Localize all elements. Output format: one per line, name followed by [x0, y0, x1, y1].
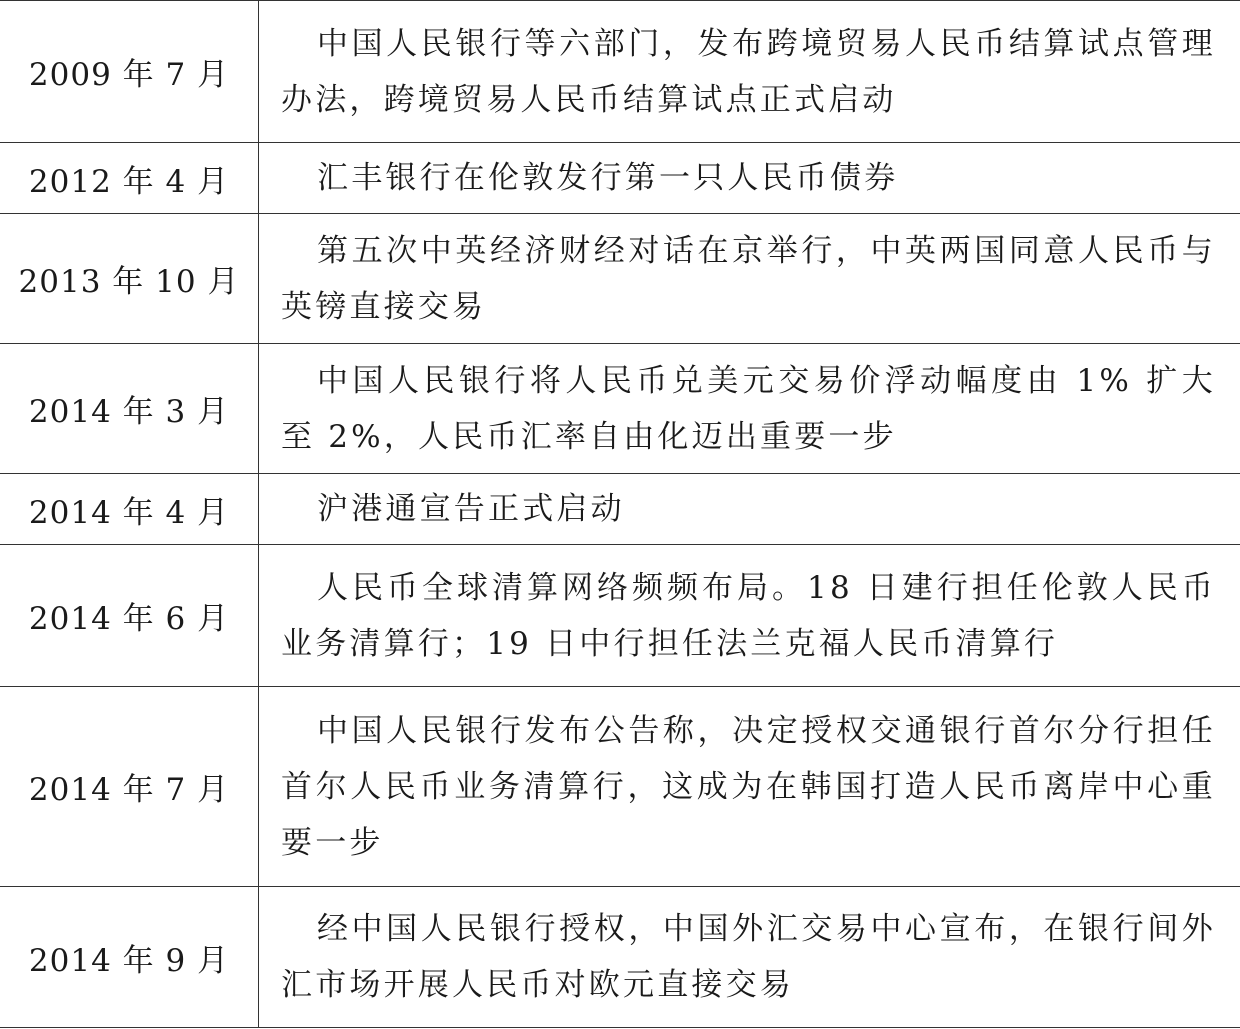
date-cell: 2014 年 3 月 — [0, 344, 259, 474]
date-cell: 2009 年 7 月 — [0, 1, 259, 143]
table-row — [0, 545, 1240, 687]
table-row — [0, 1, 1240, 143]
event-cell: 中国人民银行将人民币兑美元交易价浮动幅度由 1% 扩大至 2%，人民币汇率自由化迈出重要一步 — [259, 344, 1240, 474]
date-cell: 2014 年 6 月 — [0, 545, 259, 687]
date-cell: 2014 年 9 月 — [0, 887, 259, 1028]
table-row — [0, 344, 1240, 474]
date-cell: 2012 年 4 月 — [0, 143, 259, 214]
event-cell: 第五次中英经济财经对话在京举行，中英两国同意人民币与英镑直接交易 — [259, 214, 1240, 344]
table-row — [0, 687, 1240, 887]
table-row — [0, 474, 1240, 545]
table-row — [0, 887, 1240, 1028]
date-cell: 2014 年 7 月 — [0, 687, 259, 887]
table-row — [0, 143, 1240, 214]
table-row — [0, 214, 1240, 344]
date-cell: 2013 年 10 月 — [0, 214, 259, 344]
event-cell: 中国人民银行等六部门，发布跨境贸易人民币结算试点管理办法，跨境贸易人民币结算试点正式启动 — [259, 1, 1240, 143]
date-cell: 2014 年 4 月 — [0, 474, 259, 545]
event-cell: 沪港通宣告正式启动 — [259, 474, 1240, 545]
event-cell: 中国人民银行发布公告称，决定授权交通银行首尔分行担任首尔人民币业务清算行，这成为在韩国打造人民币离岸中心重要一步 — [259, 687, 1240, 887]
event-cell: 经中国人民银行授权，中国外汇交易中心宣布，在银行间外汇市场开展人民币对欧元直接交易 — [259, 887, 1240, 1028]
event-cell: 汇丰银行在伦敦发行第一只人民币债券 — [259, 143, 1240, 214]
event-cell: 人民币全球清算网络频频布局。18 日建行担任伦敦人民币业务清算行；19 日中行担任法兰克福人民币清算行 — [259, 545, 1240, 687]
